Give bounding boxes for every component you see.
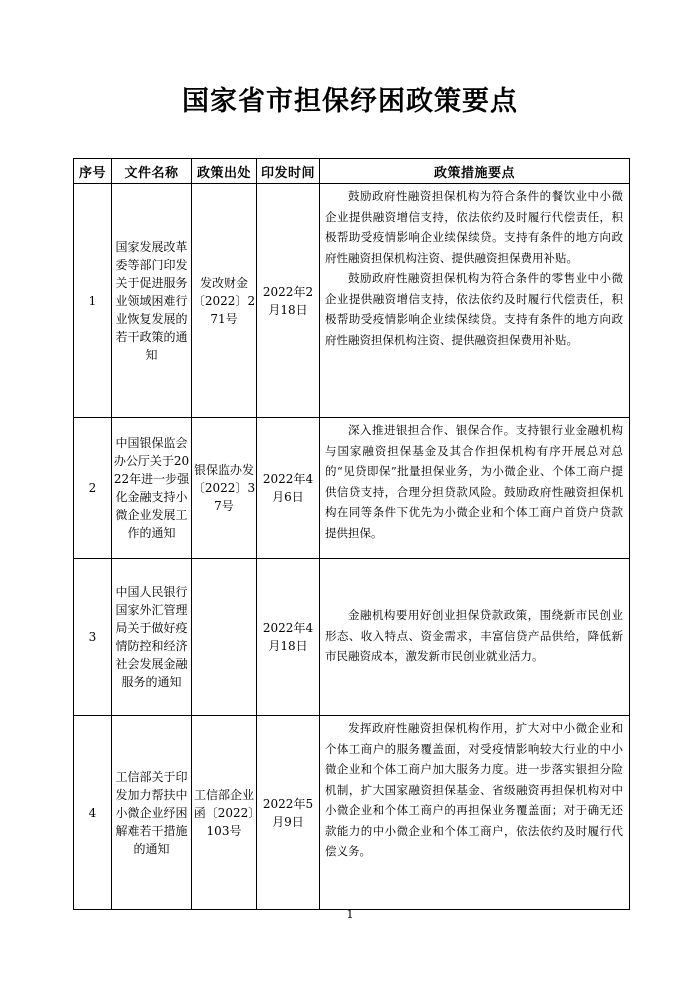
row-index: 2	[74, 418, 112, 559]
row-date: 2022年4月6日	[257, 418, 320, 559]
policy-table	[73, 158, 630, 910]
row-index: 1	[74, 184, 112, 418]
row-doc-name: 国家发展改革委等部门印发关于促进服务业领域困难行业恢复发展的若干政策的通知	[112, 184, 192, 418]
table-row	[74, 184, 630, 418]
row-source: 银保监办发〔2022〕37号	[192, 418, 257, 559]
row-source: 工信部企业函〔2022〕103号	[192, 716, 257, 910]
policy-point: 发挥政府性融资担保机构作用，扩大对中小微企业和个体工商户的服务覆盖面，对受疫情影响较大行业的中小微企业和个体工商户加大服务力度。进一步落实银担分险机制，扩大国家融资担保基金、省级融资再担保机构对中小微企业和个体工商户的再担保业务覆盖面；对于确无还款能力的中小微企业和个体工商户，依法依约及时履行代偿义务。	[325, 721, 623, 858]
header-index: 序号	[74, 159, 112, 184]
row-points	[320, 184, 630, 418]
header-source: 政策出处	[192, 159, 257, 184]
row-points	[320, 716, 630, 910]
row-points	[320, 418, 630, 559]
policy-point: 金融机构要用好创业担保贷款政策，围绕新市民创业形态、收入特点、资金需求，丰富信贷产品供给，降低新市民融资成本，激发新市民创业就业活力。	[325, 608, 623, 664]
table-header-row	[74, 159, 630, 184]
row-index: 4	[74, 716, 112, 910]
row-source: 发改财金〔2022〕271号	[192, 184, 257, 418]
page-title: 国家省市担保纾困政策要点	[182, 86, 518, 117]
policy-point: 鼓励政府性融资担保机构为符合条件的零售业中小微企业提供融资增信支持，依法依约及时履行代偿责任，积极帮助受疫情影响企业续保续贷。支持有条件的地方向政府性融资担保机构注资、提供融资担保费用补贴。	[325, 271, 623, 347]
table-row	[74, 418, 630, 559]
row-doc-name: 工信部关于印发加力帮扶中小微企业纾困解难若干措施的通知	[112, 716, 192, 910]
row-doc-name: 中国人民银行 国家外汇管理局关于做好疫情防控和经济社会发展金融服务的通知	[112, 559, 192, 716]
row-source	[192, 559, 257, 716]
row-points	[320, 559, 630, 716]
table-row	[74, 559, 630, 716]
row-date: 2022年2月18日	[257, 184, 320, 418]
header-doc-name: 文件名称	[112, 159, 192, 184]
row-date: 2022年5月9日	[257, 716, 320, 910]
policy-point: 鼓励政府性融资担保机构为符合条件的餐饮业中小微企业提供融资增信支持，依法依约及时履行代偿责任，积极帮助受疫情影响企业续保续贷。支持有条件的地方向政府性融资担保机构注资、提供融资担保费用补贴。	[325, 189, 623, 265]
policy-point: 深入推进银担合作、银保合作。支持银行业金融机构与国家融资担保基金及其合作担保机构有序开展总对总的“见贷即保”批量担保业务，为小微企业、个体工商户提供信贷支持，合理分担贷款风险。鼓励政府性融资担保机构在同等条件下优先为小微企业和个体工商户首贷户贷款提供担保。	[325, 423, 623, 540]
row-index: 3	[74, 559, 112, 716]
page-number: 1	[346, 908, 354, 921]
header-points: 政策措施要点	[320, 159, 630, 184]
row-date: 2022年4月18日	[257, 559, 320, 716]
table-row	[74, 716, 630, 910]
header-date: 印发时间	[257, 159, 320, 184]
row-doc-name: 中国银保监会办公厅关于2022年进一步强化金融支持小微企业发展工作的通知	[112, 418, 192, 559]
